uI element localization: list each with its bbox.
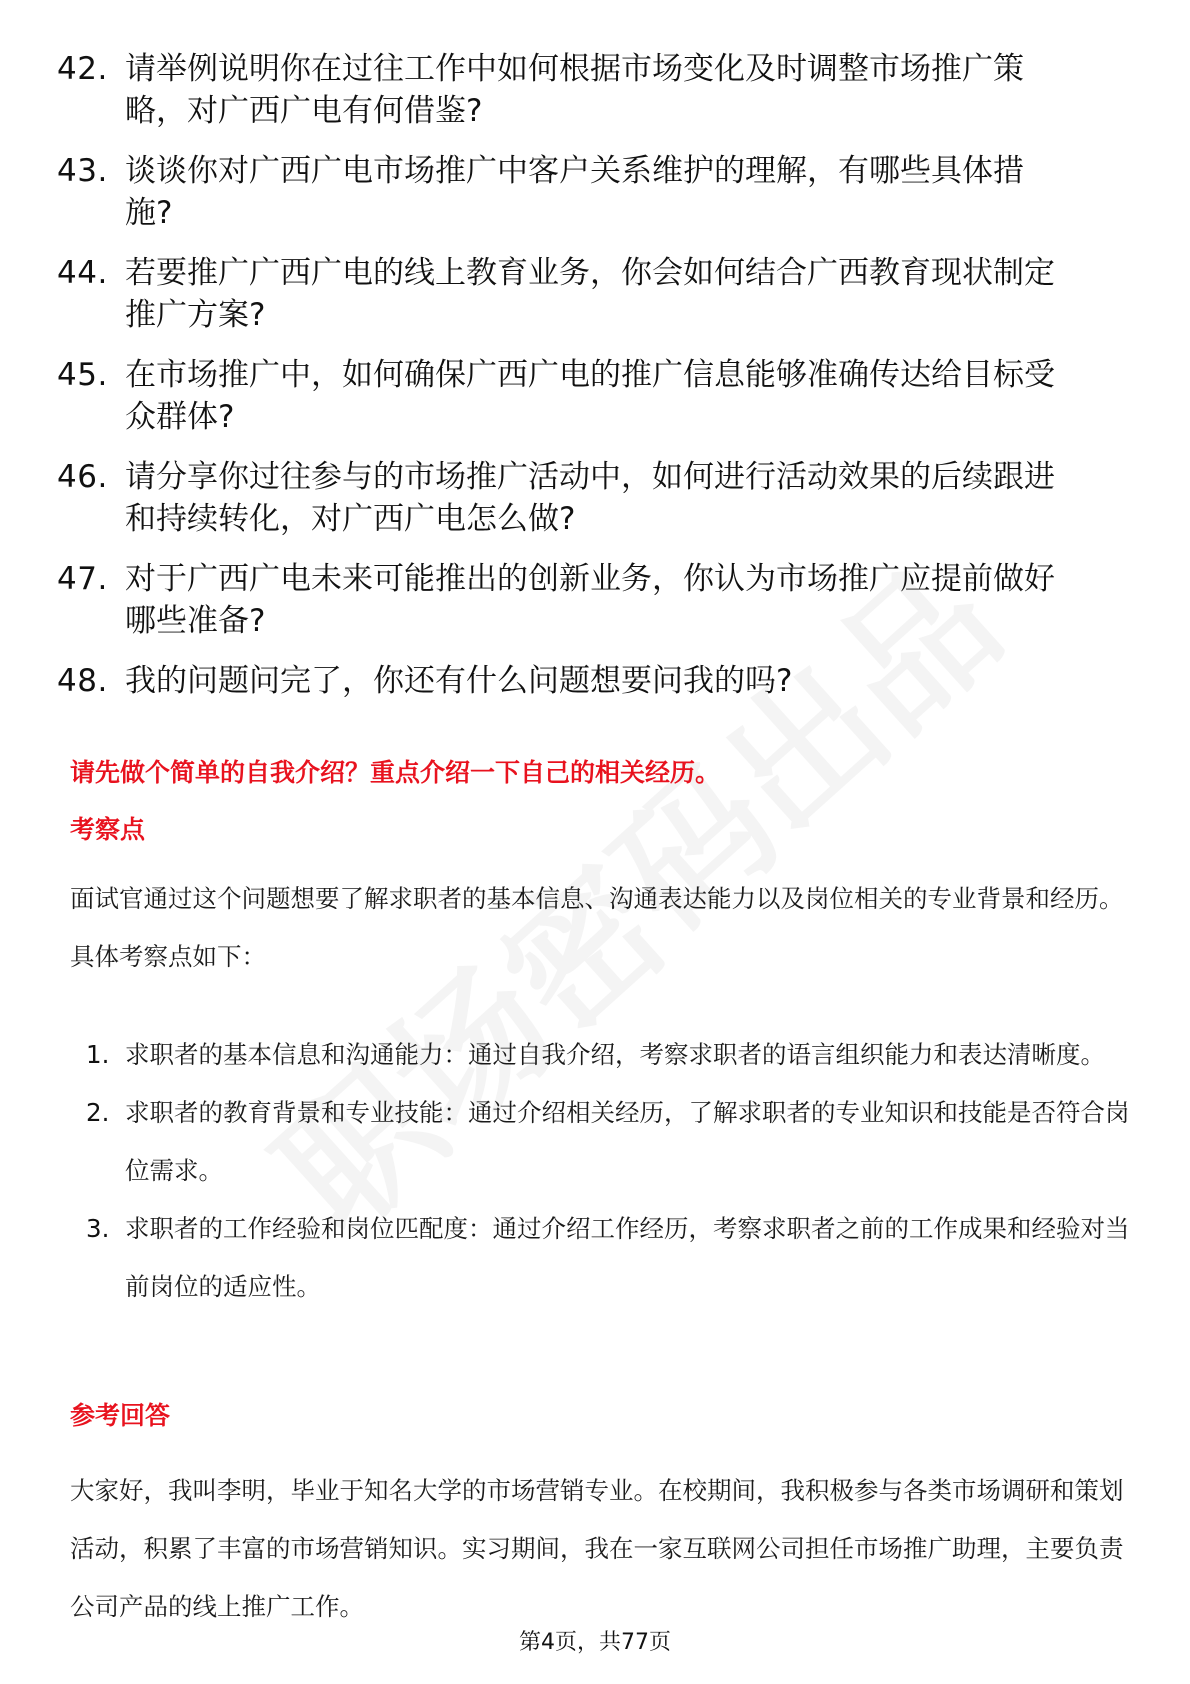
question-text: 在市场推广中，如何确保广西广电的推广信息能够准确传达给目标受众群体? <box>125 357 1055 435</box>
point-number: 1. <box>86 1040 110 1069</box>
consider-point-item <box>70 1200 1130 1316</box>
point-text: 求职者的基本信息和沟通能力：通过自我介绍，考察求职者的语言组织能力和表达清晰度。 <box>125 1040 1105 1069</box>
consider-points-list <box>70 1026 1130 1316</box>
point-number: 2. <box>86 1098 110 1127</box>
question-item <box>57 354 1137 438</box>
question-number: 42. <box>57 51 108 87</box>
consider-point-item <box>70 1084 1130 1200</box>
question-number: 45. <box>57 357 108 393</box>
main-question-heading: 请先做个简单的自我介绍？重点介绍一下自己的相关经历。 <box>70 758 721 787</box>
question-number: 43. <box>57 153 108 189</box>
question-item <box>57 558 1137 642</box>
question-number: 44. <box>57 255 108 291</box>
point-number: 3. <box>86 1214 110 1243</box>
question-number: 46. <box>57 459 108 495</box>
question-text: 请举例说明你在过往工作中如何根据市场变化及时调整市场推广策略，对广西广电有何借鉴? <box>125 51 1024 129</box>
consider-point-item <box>70 1026 1130 1084</box>
point-text: 求职者的教育背景和专业技能：通过介绍相关经历，了解求职者的专业知识和技能是否符合岗位需求。 <box>125 1098 1130 1185</box>
reference-answer-paragraph: 大家好，我叫李明，毕业于知名大学的市场营销专业。在校期间，我积极参与各类市场调研和策划活动，积累了丰富的市场营销知识。实习期间，我在一家互联网公司担任市场推广助理，主要负责公司产品的线上推广工作。 <box>70 1476 1124 1621</box>
point-text: 求职者的工作经验和岗位匹配度：通过介绍工作经历，考察求职者之前的工作成果和经验对当前岗位的适应性。 <box>125 1214 1130 1301</box>
question-text: 谈谈你对广西广电市场推广中客户关系维护的理解，有哪些具体措施? <box>125 153 1024 231</box>
question-text: 对于广西广电未来可能推出的创新业务，你认为市场推广应提前做好哪些准备? <box>125 561 1055 639</box>
question-text: 若要推广广西广电的线上教育业务，你会如何结合广西教育现状制定推广方案? <box>125 255 1055 333</box>
consider-points-heading: 考察点 <box>70 815 146 844</box>
reference-answer-heading: 参考回答 <box>70 1401 171 1430</box>
question-text: 我的问题问完了，你还有什么问题想要问我的吗? <box>125 663 793 699</box>
question-item <box>57 456 1137 540</box>
question-number: 47. <box>57 561 108 597</box>
question-item <box>57 660 1137 702</box>
consider-intro-paragraph: 面试官通过这个问题想要了解求职者的基本信息、沟通表达能力以及岗位相关的专业背景和经历。具体考察点如下： <box>70 884 1124 971</box>
page-footer: 第4页，共77页 <box>519 1630 671 1655</box>
question-text: 请分享你过往参与的市场推广活动中，如何进行活动效果的后续跟进和持续转化，对广西广电怎么做? <box>125 459 1055 537</box>
question-number: 48. <box>57 663 108 699</box>
question-item <box>57 150 1137 234</box>
question-item <box>57 48 1137 132</box>
question-item <box>57 252 1137 336</box>
question-list <box>57 48 1137 720</box>
